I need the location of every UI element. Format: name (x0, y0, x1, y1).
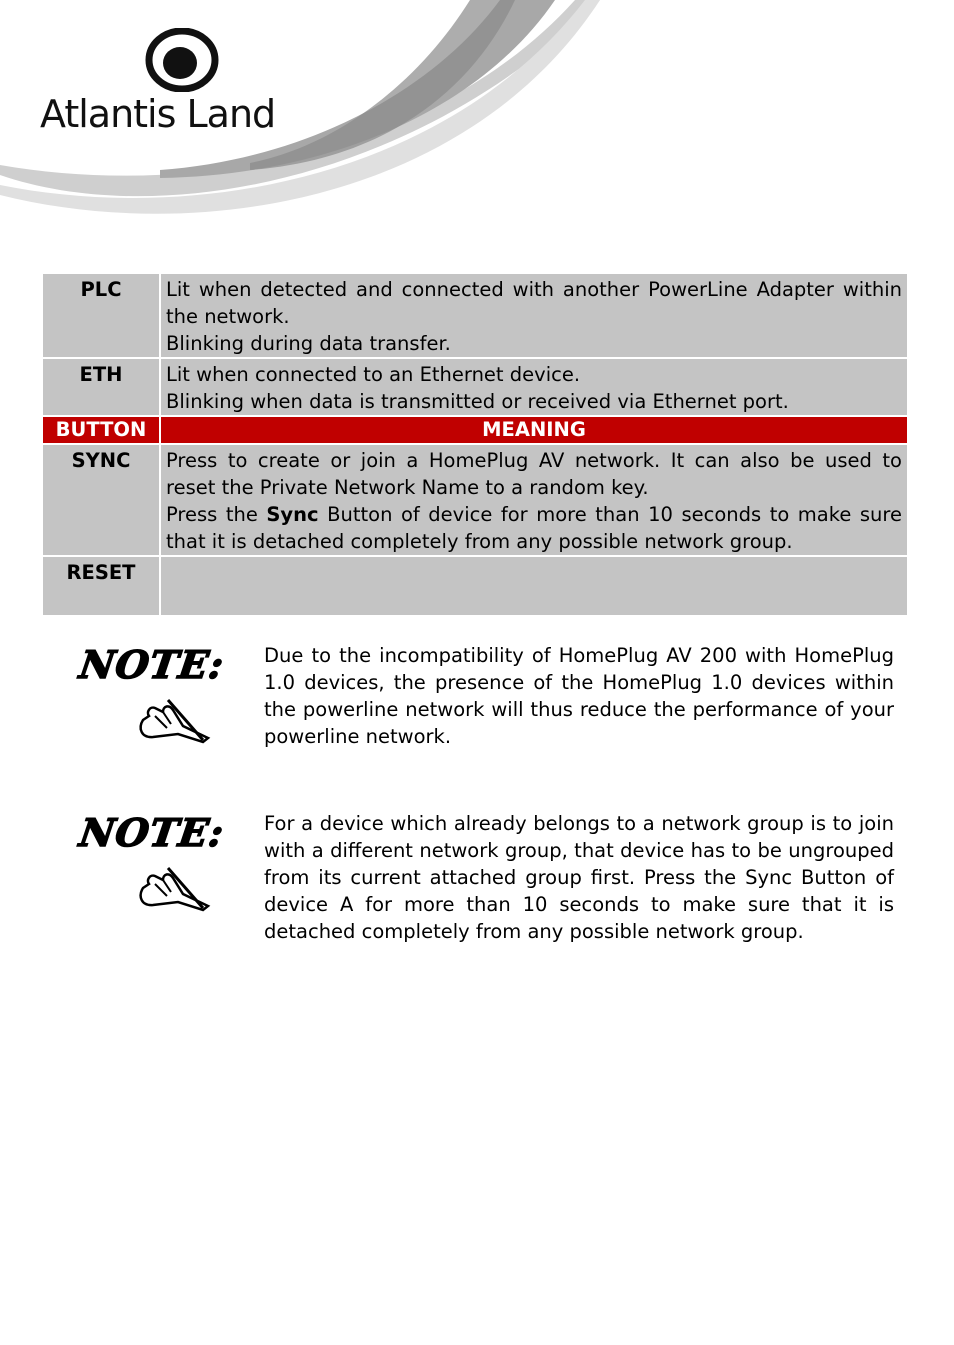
table-row (42, 444, 908, 556)
row-value (160, 556, 908, 616)
brand-name: Atlantis Land (40, 92, 276, 136)
row-value: Press to create or join a HomePlug AV network. It can also be used to reset the Private Network Name to a random key. Press the Sync Button of device for more than 10 seconds to make sure that it is detached completely from any possible network group. (160, 444, 908, 556)
row-key: RESET (42, 556, 160, 616)
table-row (42, 556, 908, 616)
row-key: PLC (42, 273, 160, 358)
row-key: SYNC (42, 444, 160, 556)
note-icon (78, 642, 228, 752)
row-key: ETH (42, 358, 160, 416)
table-header-row (42, 416, 908, 444)
led-button-table (41, 272, 909, 617)
header-button: BUTTON (42, 416, 160, 444)
pencil-hand-icon (133, 858, 213, 913)
note-text: For a device which already belongs to a network group is to join with a different network group, that device has to be ungrouped from its current attached group first. Press the Sync Button of device A for more than 10 seconds to make sure that it is detached completely from any possible network group. (264, 812, 894, 943)
note-label: NOTE: (76, 810, 228, 855)
note-text: Due to the incompatibility of HomePlug AV 200 with HomePlug 1.0 devices, the presence of the HomePlug 1.0 devices within the powerline network will thus reduce the performance of your powerline network. (264, 644, 894, 748)
logo-ring-icon (144, 28, 220, 92)
table-row (42, 358, 908, 416)
note-icon (78, 810, 228, 920)
pencil-hand-icon (133, 690, 213, 745)
brand-logo (40, 28, 320, 146)
note-label: NOTE: (76, 642, 228, 687)
header-meaning: MEANING (160, 416, 908, 444)
table-row (42, 273, 908, 358)
row-value: Lit when detected and connected with another PowerLine Adapter within the network. Blinking during data transfer. (160, 273, 908, 358)
row-value: Lit when connected to an Ethernet device. Blinking when data is transmitted or received via Ethernet port. (160, 358, 908, 416)
sync-bold: Sync (266, 503, 319, 526)
